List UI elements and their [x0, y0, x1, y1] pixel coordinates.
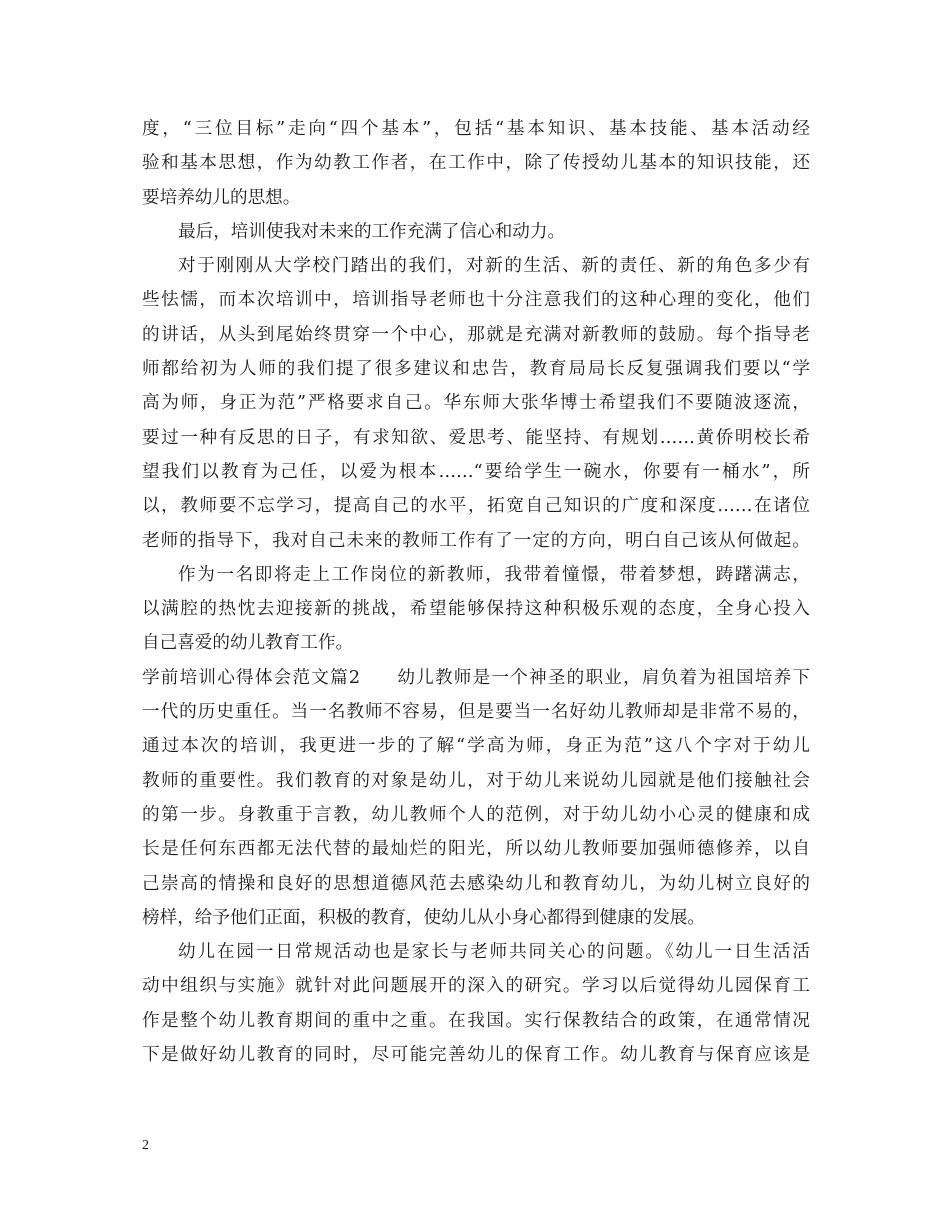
text-line: 自己喜爱的幼儿教育工作。 — [142, 633, 354, 654]
text-line: 要培养幼儿的思想。 — [142, 187, 301, 208]
text-line: 最后，培训使我对未来的工作充满了信心和动力。 — [178, 221, 566, 242]
text-line: 望我们以教育为己任，以爱为根本……“要给学生一碗水，你要有一桶水”，所 — [142, 461, 810, 482]
text-line: 的第一步。身教重于言教，幼儿教师个人的范例，对于幼儿幼小心灵的健康和成 — [142, 804, 810, 825]
text-line: 幼儿在园一日常规活动也是家长与老师共同关心的问题。《幼儿一日生活活 — [178, 942, 810, 963]
section-heading-line — [142, 661, 810, 695]
text-line: 通过本次的培训，我更进一步的了解“学高为师，身正为范”这八个字对于幼儿 — [142, 736, 810, 757]
text-line: 要过一种有反思的日子，有求知欲、爱思考、能坚持、有规划……黄侨明校长希 — [142, 427, 810, 448]
text-line: 对于刚刚从大学校门踏出的我们，对新的生活、新的责任、新的角色多少有 — [178, 256, 810, 277]
document-body — [142, 112, 810, 1072]
text-line: 动中组织与实施》就针对此问题展开的深入的研究。学习以后觉得幼儿园保育工 — [142, 976, 810, 997]
paragraph-block — [142, 112, 810, 661]
text-line: 作是整个幼儿教育期间的重中之重。在我国。实行保教结合的政策，在通常情况 — [142, 1010, 810, 1031]
text-line: 作为一名即将走上工作岗位的新教师，我带着憧憬，带着梦想，踌躇满志， — [178, 564, 810, 585]
text-line: 老师的指导下，我对自己未来的教师工作有了一定的方向，明白自己该从何做起。 — [142, 530, 810, 551]
text-line: 下是做好幼儿教育的同时，尽可能完善幼儿的保育工作。幼儿教育与保育应该是 — [142, 1045, 810, 1066]
text-line: 师都给初为人师的我们提了很多建议和忠告，教育局局长反复强调我们要以“学 — [142, 359, 810, 380]
text-line: 榜样，给予他们正面，积极的教育，使幼儿从小身心都得到健康的发展。 — [142, 907, 706, 928]
text-line: 高为师，身正为范”严格要求自己。华东师大张华博士希望我们不要随波逐流， — [142, 393, 810, 414]
text-line: 己崇高的情操和良好的思想道德风范去感染幼儿和教育幼儿，为幼儿树立良好的 — [142, 873, 810, 894]
section-first-line: 幼儿教师是一个神圣的职业，肩负着为祖国培养下 — [396, 667, 810, 688]
text-line: 验和基本思想，作为幼教工作者，在工作中，除了传授幼儿基本的知识技能，还 — [142, 153, 810, 174]
text-line: 教师的重要性。我们教育的对象是幼儿，对于幼儿来说幼儿园就是他们接触社会 — [142, 770, 810, 791]
section-heading: 学前培训心得体会范文篇2 — [142, 667, 361, 688]
text-line: 度，“三位目标”走向“四个基本”，包括“基本知识、基本技能、基本活动经 — [142, 119, 810, 139]
text-line: 的讲话，从头到尾始终贯穿一个中心，那就是充满对新教师的鼓励。每个指导老 — [142, 324, 810, 345]
text-line: 以，教师要不忘学习，提高自己的水平，拓宽自己知识的广度和深度……在诸位 — [142, 496, 810, 517]
text-line: 一代的历史重任。当一名教师不容易，但是要当一名好幼儿教师却是非常不易的， — [142, 702, 810, 723]
text-line: 以满腔的热忱去迎接新的挑战，希望能够保持这种积极乐观的态度，全身心投入 — [142, 599, 810, 620]
text-line: 些怯懦，而本次培训中，培训指导老师也十分注意我们的这种心理的变化，他们 — [142, 290, 810, 311]
page-number: 2 — [142, 1138, 149, 1153]
text-line: 长是任何东西都无法代替的最灿烂的阳光，所以幼儿教师要加强师德修养，以自 — [142, 839, 810, 860]
paragraph-block — [142, 695, 810, 1072]
